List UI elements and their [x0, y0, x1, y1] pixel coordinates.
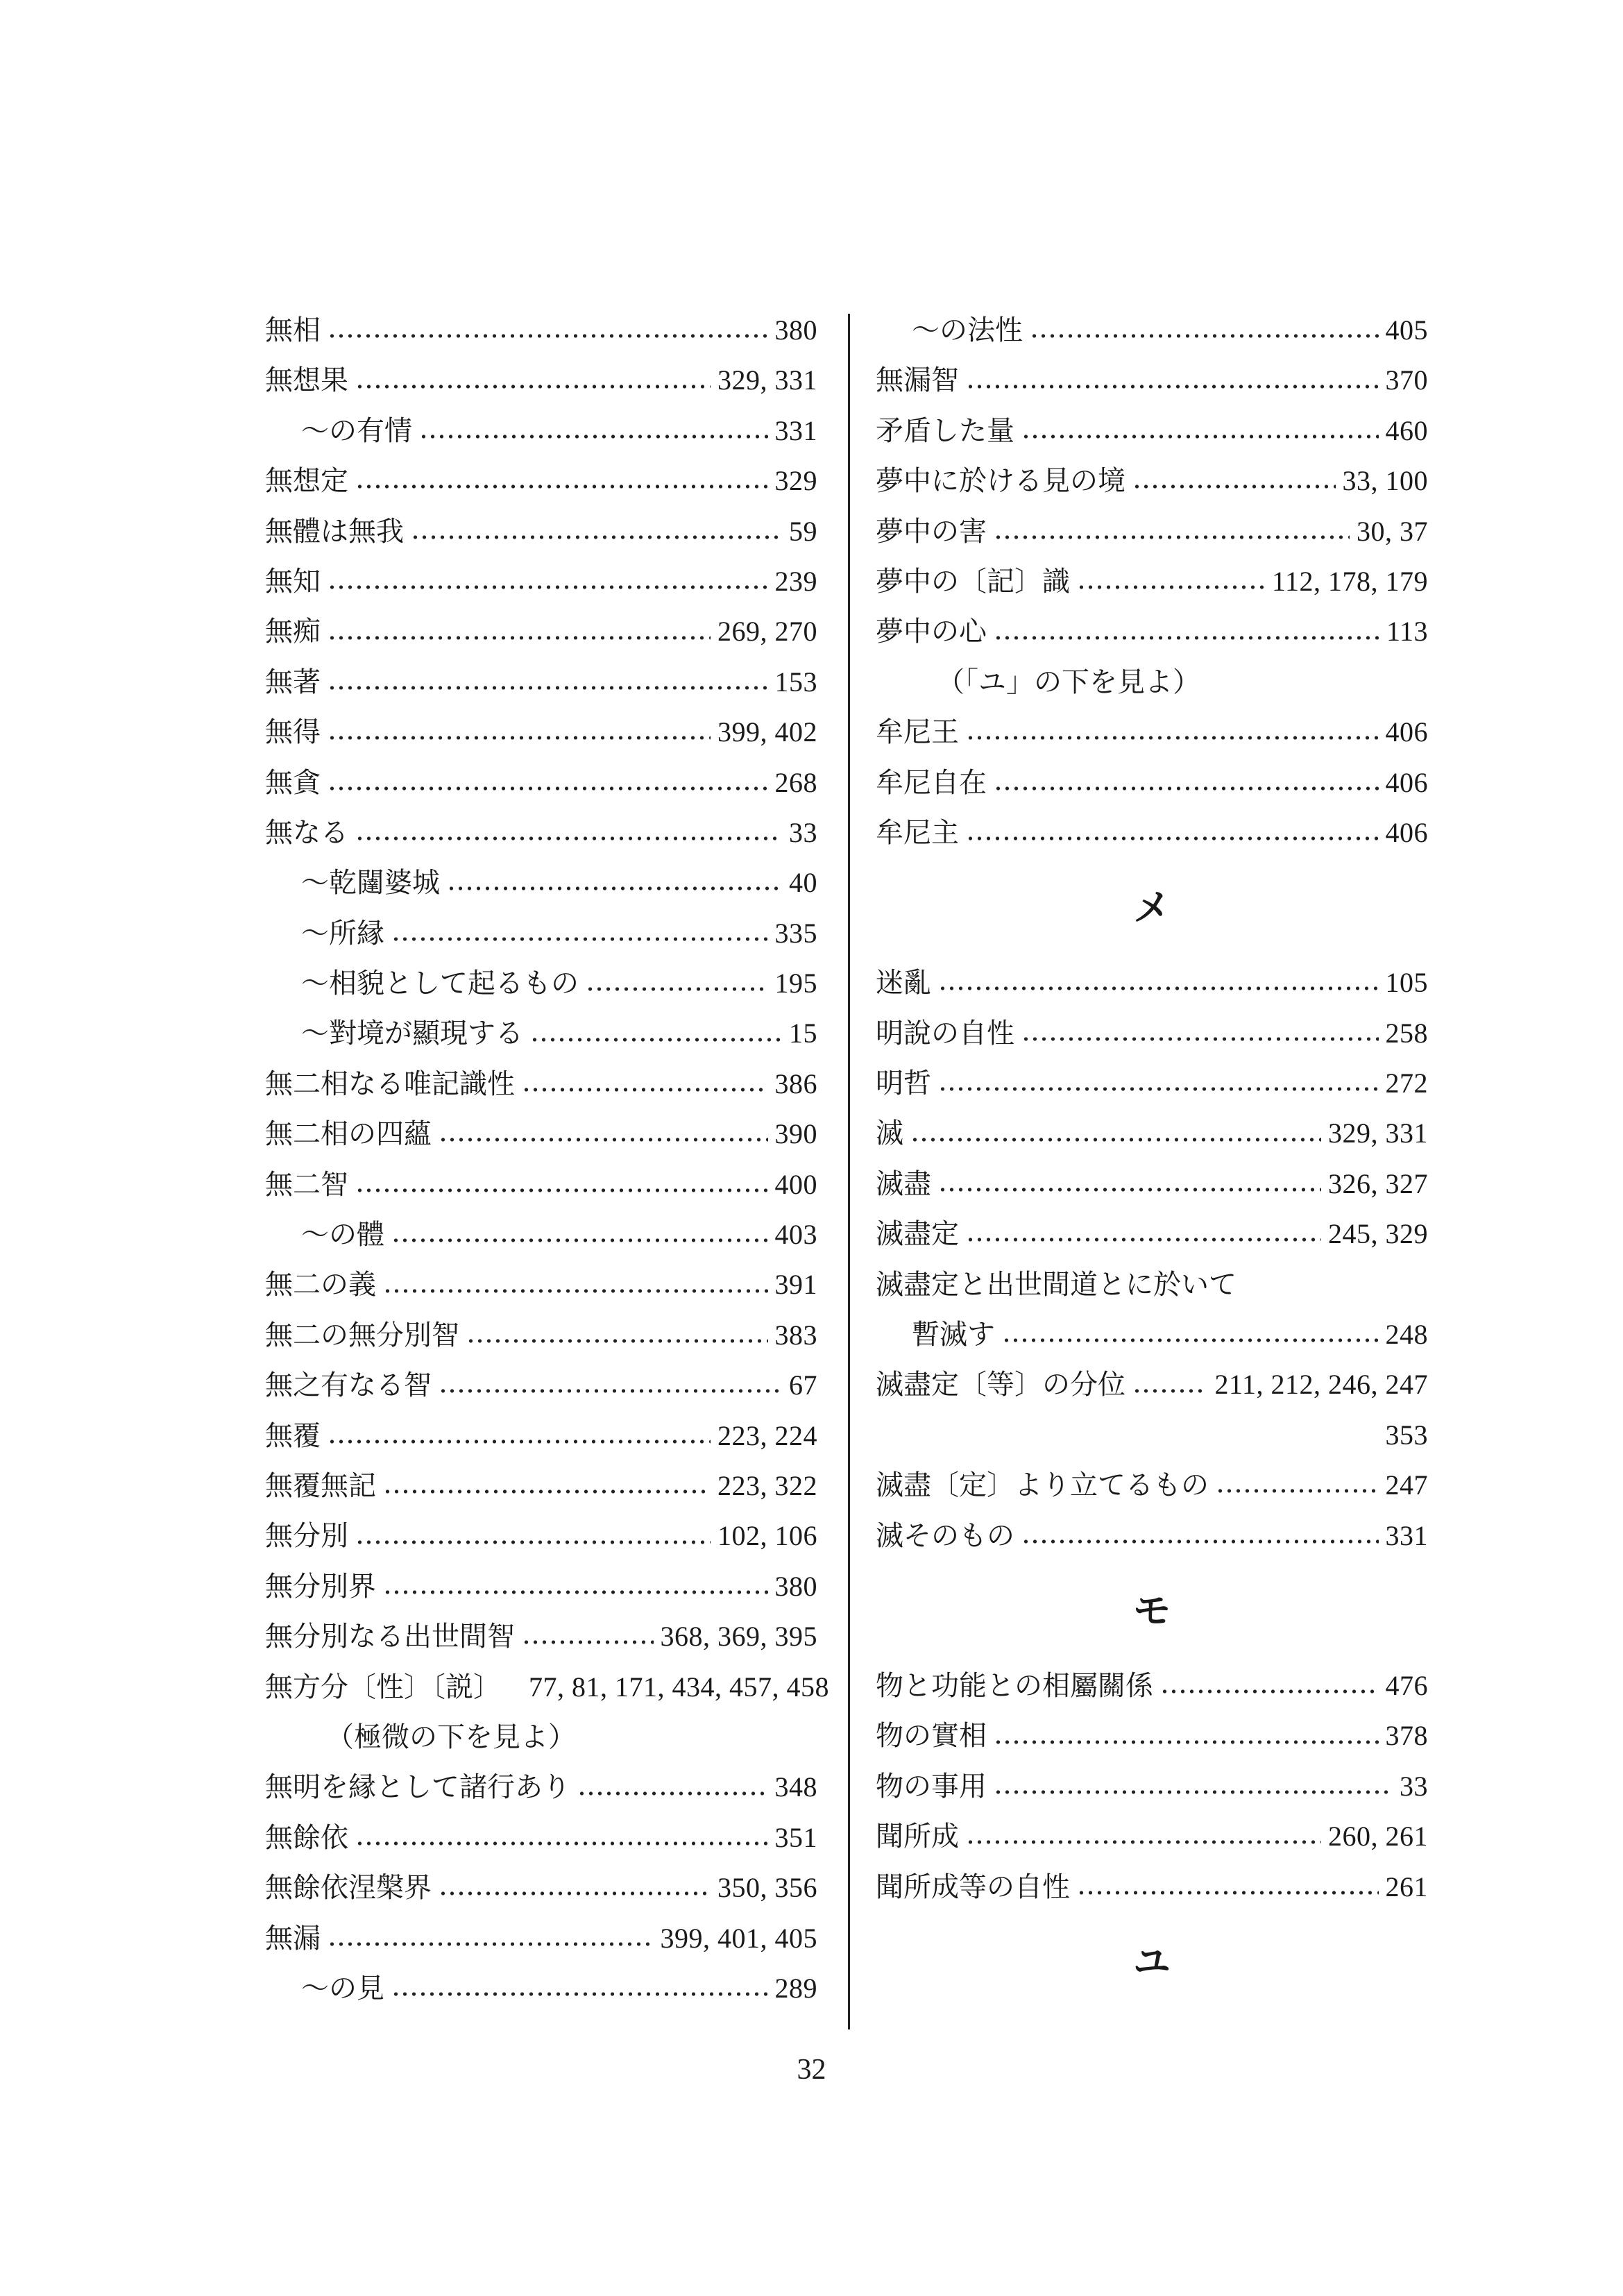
dot-leader: [994, 1739, 1379, 1746]
index-entry: [876, 1460, 1428, 1510]
page-refs: 40: [789, 867, 817, 899]
dot-leader: [966, 1839, 1321, 1846]
page-refs: 399, 402: [717, 716, 817, 748]
index-right-column: [876, 305, 1428, 2012]
index-term: 無二の無分別智: [265, 1319, 459, 1351]
page-refs: 406: [1385, 716, 1428, 748]
page-refs: 239: [774, 565, 817, 597]
index-entry: [876, 406, 1428, 456]
page-refs: 248: [1385, 1319, 1428, 1351]
index-entry: [876, 557, 1428, 607]
page-refs: 329, 331: [1328, 1117, 1428, 1149]
dot-leader: [530, 1036, 782, 1043]
dot-leader: [966, 1236, 1321, 1243]
index-entry: [876, 1260, 1428, 1310]
index-term: 聞所成等の自性: [876, 1871, 1070, 1903]
dot-leader: [328, 1941, 654, 1948]
dot-leader: [328, 584, 768, 591]
index-entry: [265, 1059, 817, 1109]
index-term: 〜乾闥婆城: [301, 867, 440, 900]
dot-leader: [355, 1187, 768, 1194]
index-term: 迷亂: [876, 967, 931, 999]
page-refs: 77, 81, 171, 434, 457, 458: [529, 1671, 829, 1703]
index-entry: [876, 1862, 1428, 1912]
dot-leader: [994, 1789, 1393, 1796]
index-entry: [876, 1410, 1428, 1460]
page-refs: 113: [1386, 616, 1428, 648]
page-refs: 105: [1385, 967, 1428, 999]
index-entry: [876, 355, 1428, 405]
index-term: 無知: [265, 565, 321, 598]
page-refs: 400: [774, 1168, 817, 1200]
dot-leader: [355, 1840, 768, 1847]
index-term: 無二相の四蘊: [265, 1118, 432, 1151]
dot-leader: [466, 1337, 768, 1344]
index-term: 無著: [265, 666, 321, 698]
dot-leader: [328, 634, 711, 641]
index-term: 無なる: [265, 816, 348, 849]
dot-leader: [355, 1539, 711, 1546]
index-entry: [265, 959, 817, 1008]
index-term: 夢中の〔記〕識: [876, 565, 1070, 598]
dot-leader: [994, 634, 1379, 641]
index-term: 無二の義: [265, 1269, 376, 1301]
dot-leader: [383, 1488, 711, 1495]
dot-leader: [1216, 1487, 1379, 1494]
index-term: 滅盡定と出世間道とに於いて: [876, 1268, 1237, 1301]
page-refs: 245, 329: [1328, 1218, 1428, 1250]
index-term: 無覆: [265, 1419, 321, 1452]
index-term: 無二相なる唯記識性: [265, 1067, 515, 1100]
dot-leader: [391, 936, 768, 943]
index-term: 牟尼自在: [876, 766, 987, 799]
index-entry: [876, 1812, 1428, 1862]
dot-leader: [966, 734, 1379, 741]
index-entry: [265, 1461, 817, 1511]
index-entry: [265, 858, 817, 908]
index-entry: [265, 1863, 817, 1913]
index-entry: [876, 1108, 1428, 1158]
index-entry: [876, 1058, 1428, 1108]
index-entry: [265, 305, 817, 355]
page-refs: 33, 100: [1342, 465, 1428, 497]
page-refs: 268: [774, 766, 817, 798]
dot-leader: [1132, 483, 1336, 490]
index-term: 夢中に於ける見の境: [876, 465, 1125, 498]
index-term: （「ユ」の下を見よ）: [937, 666, 1200, 698]
page-refs: 112, 178, 179: [1271, 565, 1428, 597]
page-refs: 30, 37: [1357, 515, 1428, 547]
index-entry: [876, 657, 1428, 707]
dot-leader: [1132, 1387, 1207, 1394]
dot-leader: [439, 1387, 782, 1394]
page-refs: 348: [774, 1771, 817, 1803]
index-entry: [876, 1661, 1428, 1711]
index-entry: [876, 958, 1428, 1008]
index-term: 無覆無記: [265, 1469, 376, 1502]
index-term: 滅盡定: [876, 1218, 959, 1251]
page-refs: 353: [1385, 1419, 1428, 1451]
index-entry: [265, 355, 817, 405]
page-refs: 460: [1385, 414, 1428, 446]
index-term: 無二智: [265, 1168, 348, 1201]
page-refs: 153: [774, 666, 817, 698]
index-entry: [265, 1964, 817, 2014]
index-term: 滅盡: [876, 1167, 931, 1200]
page-refs: 378: [1385, 1720, 1428, 1752]
index-term: 無貪: [265, 766, 321, 799]
index-entry: [265, 1813, 817, 1863]
index-entry: [265, 1914, 817, 1964]
page-number: 32: [797, 2054, 826, 2086]
index-term: 無痴: [265, 616, 321, 648]
index-entry: [265, 1008, 817, 1058]
index-entry: [265, 1260, 817, 1310]
page-refs: 59: [789, 515, 817, 547]
dot-leader: [1030, 332, 1379, 339]
dot-leader: [577, 1790, 768, 1797]
dot-leader: [1160, 1688, 1379, 1695]
dot-leader: [391, 1991, 768, 1998]
index-entry: [265, 707, 817, 757]
index-entry: [876, 305, 1428, 355]
page-refs: 399, 401, 405: [660, 1922, 817, 1954]
index-term: 無得: [265, 716, 321, 749]
dot-leader: [994, 534, 1350, 541]
dot-leader: [411, 534, 782, 541]
dot-leader: [328, 684, 768, 691]
dot-leader: [355, 383, 711, 390]
dot-leader: [508, 1689, 522, 1696]
index-entry: [265, 607, 817, 657]
index-term: 牟尼王: [876, 716, 959, 749]
index-entry: [265, 1562, 817, 1612]
dot-leader: [1021, 1036, 1379, 1043]
page-refs: 403: [774, 1219, 817, 1251]
page-refs: 476: [1385, 1669, 1428, 1701]
index-term: 矛盾した量: [876, 414, 1014, 447]
dot-leader: [1021, 433, 1379, 440]
page-refs: 211, 212, 246, 247: [1214, 1369, 1428, 1401]
page-refs: 261: [1385, 1871, 1428, 1902]
index-term: 無明を縁として諸行あり: [265, 1771, 570, 1804]
page-refs: 350, 356: [717, 1872, 817, 1904]
index-left-column: [265, 305, 829, 2014]
dot-leader: [522, 1639, 654, 1646]
page-refs: 289: [774, 1972, 817, 2004]
index-entry: [876, 507, 1428, 557]
dot-leader: [355, 483, 768, 490]
index-term: 滅盡定〔等〕の分位: [876, 1369, 1125, 1401]
index-term: 〜の見: [301, 1972, 384, 2004]
page-refs: 380: [774, 314, 817, 346]
index-entry: [265, 808, 817, 858]
page-refs: 269, 270: [717, 616, 817, 648]
index-term: 無之有なる智: [265, 1369, 432, 1402]
index-entry: [265, 456, 817, 506]
index-entry: [265, 1109, 817, 1159]
index-entry: [876, 758, 1428, 808]
index-term: 無分別界: [265, 1570, 376, 1603]
dot-leader: [439, 1890, 711, 1897]
page-refs: 368, 369, 395: [660, 1621, 817, 1653]
index-term: 夢中の心: [876, 616, 987, 648]
page-refs: 405: [1385, 314, 1428, 346]
page-refs: 383: [774, 1319, 817, 1351]
page-refs: 390: [774, 1118, 817, 1150]
index-term: 〜の法性: [912, 314, 1023, 346]
page-refs: 406: [1385, 766, 1428, 798]
dot-leader: [1021, 1538, 1379, 1545]
dot-leader: [328, 1438, 711, 1445]
index-entry: [265, 758, 817, 808]
page-refs: 391: [774, 1269, 817, 1301]
index-entry: [876, 1511, 1428, 1561]
dot-leader: [938, 1086, 1379, 1092]
dot-leader: [938, 985, 1379, 992]
dot-leader: [938, 1186, 1321, 1193]
page-refs: 386: [774, 1067, 817, 1099]
index-term: 明說の自性: [876, 1017, 1014, 1049]
index-term: 〜所縁: [301, 917, 384, 949]
index-entry: [876, 456, 1428, 506]
index-term: 〜對境が顯現する: [301, 1018, 523, 1050]
page-refs: 223, 224: [717, 1419, 817, 1451]
index-entry: [876, 1711, 1428, 1761]
dot-leader: [910, 1136, 1321, 1143]
index-term: 無餘依涅槃界: [265, 1872, 432, 1905]
dot-leader: [383, 1288, 768, 1294]
index-term: 無分別なる出世間智: [265, 1621, 515, 1653]
index-term: 〜の有情: [301, 414, 412, 447]
dot-leader: [419, 433, 768, 440]
page-refs: 331: [774, 414, 817, 446]
index-term: 明哲: [876, 1067, 931, 1100]
dot-leader: [447, 885, 782, 892]
page-refs: 331: [1385, 1519, 1428, 1551]
index-term: 〜相貌として起るもの: [301, 968, 579, 1000]
index-term: 無餘依: [265, 1821, 348, 1854]
index-term: 無相: [265, 314, 321, 346]
page-refs: 329, 331: [717, 364, 817, 396]
index-term: 滅盡〔定〕より立てるもの: [876, 1469, 1209, 1502]
page-refs: 33: [1400, 1770, 1428, 1802]
page-refs: 329: [774, 465, 817, 497]
dot-leader: [1002, 1337, 1379, 1344]
index-term: 夢中の害: [876, 515, 987, 548]
index-entry: [265, 1160, 817, 1210]
index-entry: [265, 909, 817, 959]
index-term: 無分別: [265, 1520, 348, 1553]
page-refs: 15: [789, 1018, 817, 1049]
index-term: 無體は無我: [265, 515, 404, 548]
dot-leader: [328, 734, 711, 741]
index-term: 物と功能との相屬關係: [876, 1669, 1153, 1702]
index-term: 無漏: [265, 1922, 321, 1955]
dot-leader: [391, 1237, 768, 1244]
index-entry: [265, 657, 817, 707]
section-heading: ユ: [1133, 1939, 1171, 1984]
index-entry: [876, 1762, 1428, 1812]
index-term: 滅そのもの: [876, 1519, 1014, 1552]
index-term: 物の實相: [876, 1720, 987, 1753]
index-term: 無方分〔性〕〔説〕: [265, 1671, 501, 1703]
index-term: 滅: [876, 1117, 903, 1150]
index-term: 無漏智: [876, 364, 959, 397]
dot-leader: [328, 785, 768, 792]
index-entry: [265, 1210, 817, 1260]
dot-leader: [966, 835, 1379, 842]
index-entry: [265, 1310, 817, 1360]
page-refs: 223, 322: [717, 1469, 817, 1501]
index-entry: [876, 1008, 1428, 1058]
column-divider: [848, 314, 850, 2029]
index-entry: [265, 557, 817, 607]
page-refs: 370: [1385, 364, 1428, 396]
index-term: （極微の下を見よ）: [326, 1721, 576, 1753]
index-term: 聞所成: [876, 1821, 959, 1853]
index-entry: [265, 406, 817, 456]
page-refs: 247: [1385, 1469, 1428, 1501]
index-entry: [876, 808, 1428, 858]
dot-leader: [355, 835, 782, 842]
page-refs: 260, 261: [1328, 1821, 1428, 1852]
index-term: 暫滅す: [912, 1319, 995, 1351]
dot-leader: [994, 785, 1379, 792]
index-entry: [876, 1310, 1428, 1360]
dot-leader: [522, 1086, 768, 1093]
index-term: 牟尼主: [876, 816, 959, 849]
section-heading: モ: [1133, 1588, 1171, 1632]
page-refs: 335: [774, 917, 817, 949]
index-entry: [265, 1762, 817, 1812]
index-entry: [265, 1612, 817, 1662]
page-refs: 102, 106: [717, 1520, 817, 1552]
index-term: 無想果: [265, 364, 348, 397]
page-refs: 272: [1385, 1067, 1428, 1099]
section-heading: メ: [1133, 886, 1171, 930]
index-entry: [876, 1209, 1428, 1259]
index-entry: [876, 707, 1428, 757]
index-entry: [876, 1360, 1428, 1410]
page-refs: 195: [774, 968, 817, 999]
index-entry: [265, 1411, 817, 1461]
page-refs: 33: [789, 816, 817, 848]
index-term: 無想定: [265, 465, 348, 498]
dot-leader: [439, 1136, 768, 1143]
page-refs: 67: [789, 1369, 817, 1401]
page-refs: 258: [1385, 1017, 1428, 1049]
dot-leader: [586, 986, 768, 993]
page-refs: 326, 327: [1328, 1167, 1428, 1199]
index-entry: [265, 507, 817, 557]
index-entry: [876, 1159, 1428, 1209]
dot-leader: [383, 1589, 768, 1596]
dot-leader: [1077, 1889, 1379, 1896]
page-refs: 351: [774, 1821, 817, 1853]
dot-leader: [328, 332, 768, 339]
page-refs: 406: [1385, 816, 1428, 848]
index-entry: [265, 1712, 817, 1762]
index-entry: [265, 1662, 829, 1712]
index-term: 〜の體: [301, 1219, 384, 1251]
dot-leader: [1077, 584, 1265, 591]
dot-leader: [966, 383, 1379, 390]
index-entry: [265, 1360, 817, 1410]
index-term: 物の事用: [876, 1770, 987, 1803]
index-entry: [265, 1511, 817, 1561]
page-refs: 380: [774, 1570, 817, 1602]
index-entry: [876, 607, 1428, 657]
